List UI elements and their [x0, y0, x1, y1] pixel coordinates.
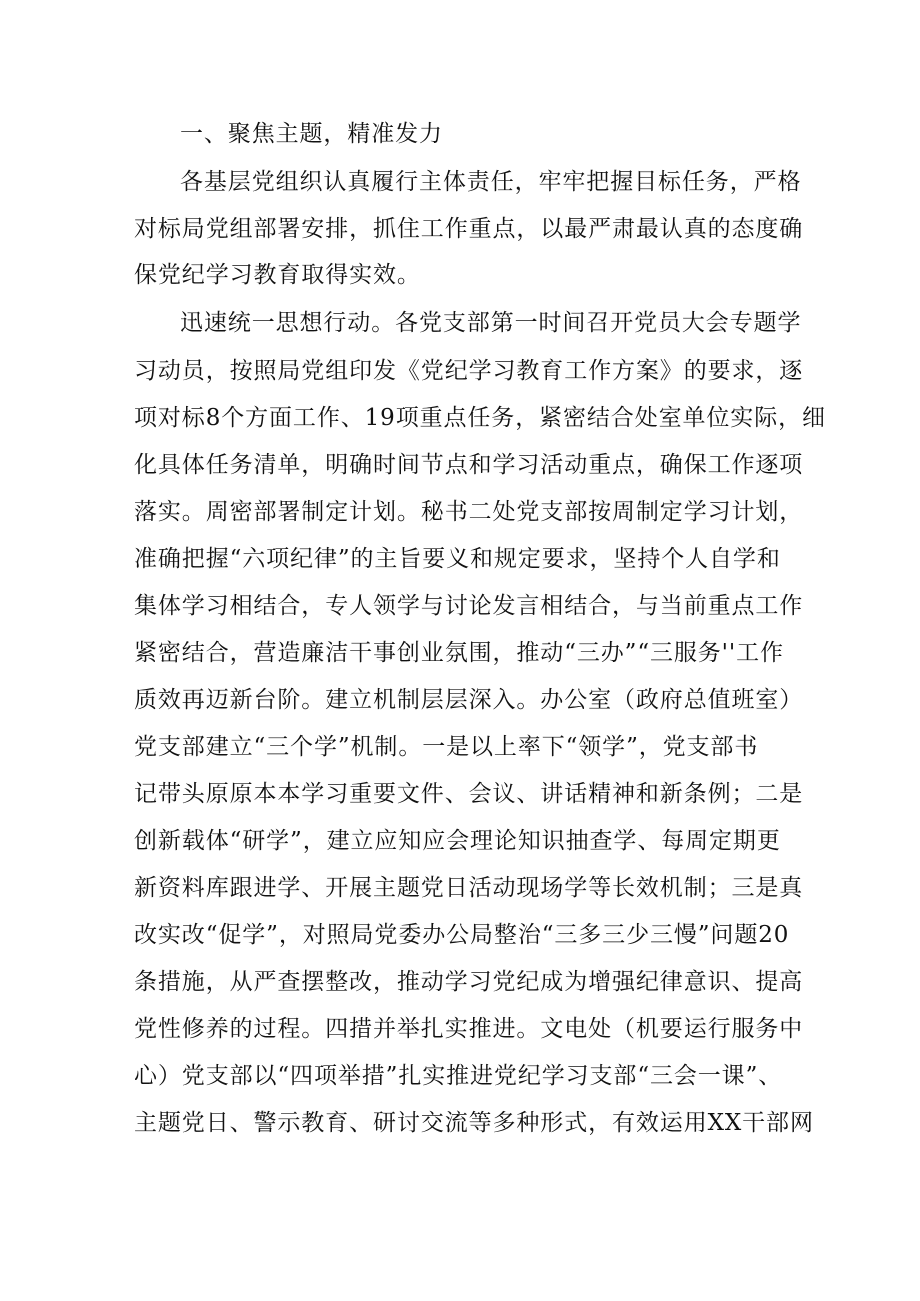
paragraph-line: 迅速统一思想行动。各党支部第一时间召开党员大会专题学 [180, 310, 802, 336]
paragraph-line: 党支部建立“三个学”机制。一是以上率下“领学”，党支部书 [134, 734, 759, 760]
paragraph-line: 集体学习相结合，专人领学与讨论发言相结合，与当前重点工作 [134, 593, 804, 619]
paragraph-line: 准确把握“六项纪律”的主旨要义和规定要求，坚持个人自学和 [134, 546, 781, 572]
section-heading: 一、聚焦主题，精准发力 [180, 121, 443, 147]
paragraph-line: 对标局党组部署安排，抓住工作重点，以最严肃最认真的态度确 [134, 216, 804, 242]
paragraph-line: 紧密结合，营造廉洁干事创业氛围，推动“三办”“三服务''工作 [134, 640, 784, 666]
paragraph-line: 改实改“促学”，对照局党委办公局整治“三多三少三慢”问题20 [134, 922, 790, 948]
paragraph-line: 记带头原原本本学习重要文件、会议、讲话精神和新条例；二是 [134, 781, 804, 807]
paragraph-line: 落实。周密部署制定计划。秘书二处党支部按周制定学习计划， [134, 499, 804, 525]
paragraph-line: 心）党支部以“四项举措”扎实推进党纪学习支部“三会一课”、 [134, 1063, 783, 1089]
paragraph-line: 新资料库跟进学、开展主题党日活动现场学等长效机制；三是真 [134, 875, 804, 901]
paragraph-line: 创新载体“研学”，建立应知应会理论知识抽查学、每周定期更 [134, 828, 781, 854]
paragraph-line: 习动员，按照局党组印发《党纪学习教育工作方案》的要求，逐 [134, 358, 804, 384]
paragraph-line: 项对标8个方面工作、19项重点任务，紧密结合处室单位实际，细 [134, 405, 826, 431]
paragraph-line: 保党纪学习教育取得实效。 [134, 262, 421, 288]
paragraph-line: 主题党日、警示教育、研讨交流等多种形式，有效运用XX干部网 [134, 1110, 814, 1136]
paragraph-line: 质效再迈新台阶。建立机制层层深入。办公室（政府总值班室） [134, 687, 804, 713]
paragraph-line: 党性修养的过程。四措并举扎实推进。文电处（机要运行服务中 [134, 1016, 804, 1042]
paragraph-line: 条措施，从严查摆整改，推动学习党纪成为增强纪律意识、提高 [134, 969, 804, 995]
paragraph-line: 化具体任务清单，明确时间节点和学习活动重点，确保工作逐项 [134, 452, 804, 478]
paragraph-line: 各基层党组织认真履行主体责任，牢牢把握目标任务，严格 [180, 169, 802, 195]
